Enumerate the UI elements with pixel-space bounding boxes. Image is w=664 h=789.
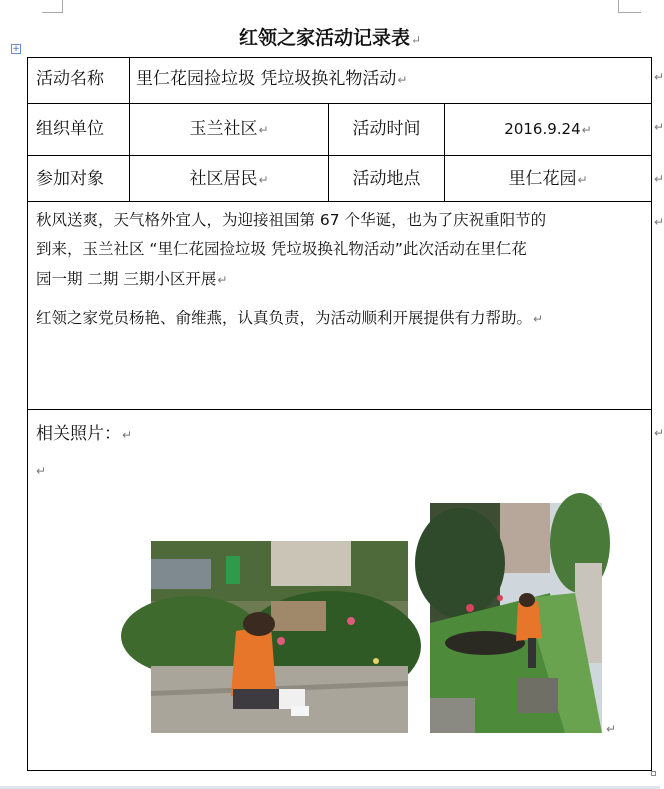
paragraph-mark: ↵ bbox=[36, 464, 47, 478]
content-line-text: 红领之家党员杨艳、俞维燕，认真负责，为活动顺利开展提供有力帮助。 bbox=[36, 309, 533, 327]
content-line bbox=[36, 304, 648, 334]
organizer-value[interactable] bbox=[130, 118, 328, 141]
organizer-label: 组织单位 bbox=[36, 119, 104, 139]
activity-name-text: 里仁花园捡垃圾 凭垃圾换礼物活动 bbox=[136, 69, 397, 89]
table-row-divider bbox=[27, 201, 652, 202]
page-corner-mark bbox=[42, 0, 63, 13]
content-line-text: 园一期 二期 三期小区开展 bbox=[36, 270, 217, 288]
activity-name-value[interactable] bbox=[136, 68, 407, 91]
activity-name-label: 活动名称 bbox=[36, 69, 104, 89]
paragraph-mark: ↵ bbox=[533, 312, 544, 326]
table-move-handle-icon[interactable]: + bbox=[12, 44, 20, 54]
photos-label-line bbox=[36, 423, 132, 446]
table-row-divider bbox=[27, 409, 652, 410]
page-corner-mark bbox=[618, 0, 641, 13]
participants-label: 参加对象 bbox=[36, 169, 104, 189]
row-end-mark: ↵ bbox=[654, 215, 664, 229]
time-label: 活动时间 bbox=[352, 119, 421, 139]
paragraph-mark: ↵ bbox=[606, 722, 617, 736]
row-end-mark: ↵ bbox=[654, 120, 664, 134]
participants-value[interactable] bbox=[130, 168, 328, 191]
table-resize-handle[interactable] bbox=[651, 771, 656, 776]
cell-end-mark: ↵ bbox=[258, 123, 269, 137]
organizer-text: 玉兰社区 bbox=[189, 119, 258, 139]
photos-label: 相关照片： bbox=[36, 424, 121, 444]
content-line: 到来，玉兰社区 “里仁花园捡垃圾 凭垃圾换礼物活动”此次活动在里仁花 bbox=[36, 240, 527, 258]
table-row-divider bbox=[27, 155, 652, 156]
row-end-mark: ↵ bbox=[654, 70, 664, 84]
cell-end-mark: ↵ bbox=[577, 173, 588, 187]
location-text: 里仁花园 bbox=[508, 169, 577, 189]
time-text: 2016.9.24 bbox=[504, 120, 581, 138]
table-row-divider bbox=[27, 103, 652, 104]
participants-text: 社区居民 bbox=[189, 169, 258, 189]
paragraph-mark: ↵ bbox=[410, 33, 422, 47]
content-line bbox=[36, 265, 648, 295]
activity-photo-roadside[interactable] bbox=[430, 503, 602, 733]
photo-image bbox=[430, 503, 602, 733]
table-col-divider bbox=[129, 57, 130, 103]
cell-end-mark: ↵ bbox=[397, 73, 408, 87]
photo-image bbox=[151, 541, 408, 733]
row-end-mark: ↵ bbox=[654, 172, 664, 186]
document-title-line bbox=[0, 23, 660, 50]
paragraph-mark: ↵ bbox=[217, 273, 228, 287]
document-title: 红领之家活动记录表 bbox=[238, 27, 410, 49]
paragraph-mark: ↵ bbox=[122, 428, 133, 442]
row-end-mark: ↵ bbox=[654, 426, 664, 440]
time-value[interactable] bbox=[445, 118, 651, 141]
location-label: 活动地点 bbox=[352, 169, 421, 189]
cell-end-mark: ↵ bbox=[258, 173, 269, 187]
cell-end-mark: ↵ bbox=[581, 123, 592, 137]
content-line: 秋风送爽，天气格外宜人，为迎接祖国第 67 个华诞，也为了庆祝重阳节的 bbox=[36, 211, 547, 229]
activity-photo-garden[interactable] bbox=[151, 541, 408, 733]
location-value[interactable] bbox=[445, 168, 651, 191]
